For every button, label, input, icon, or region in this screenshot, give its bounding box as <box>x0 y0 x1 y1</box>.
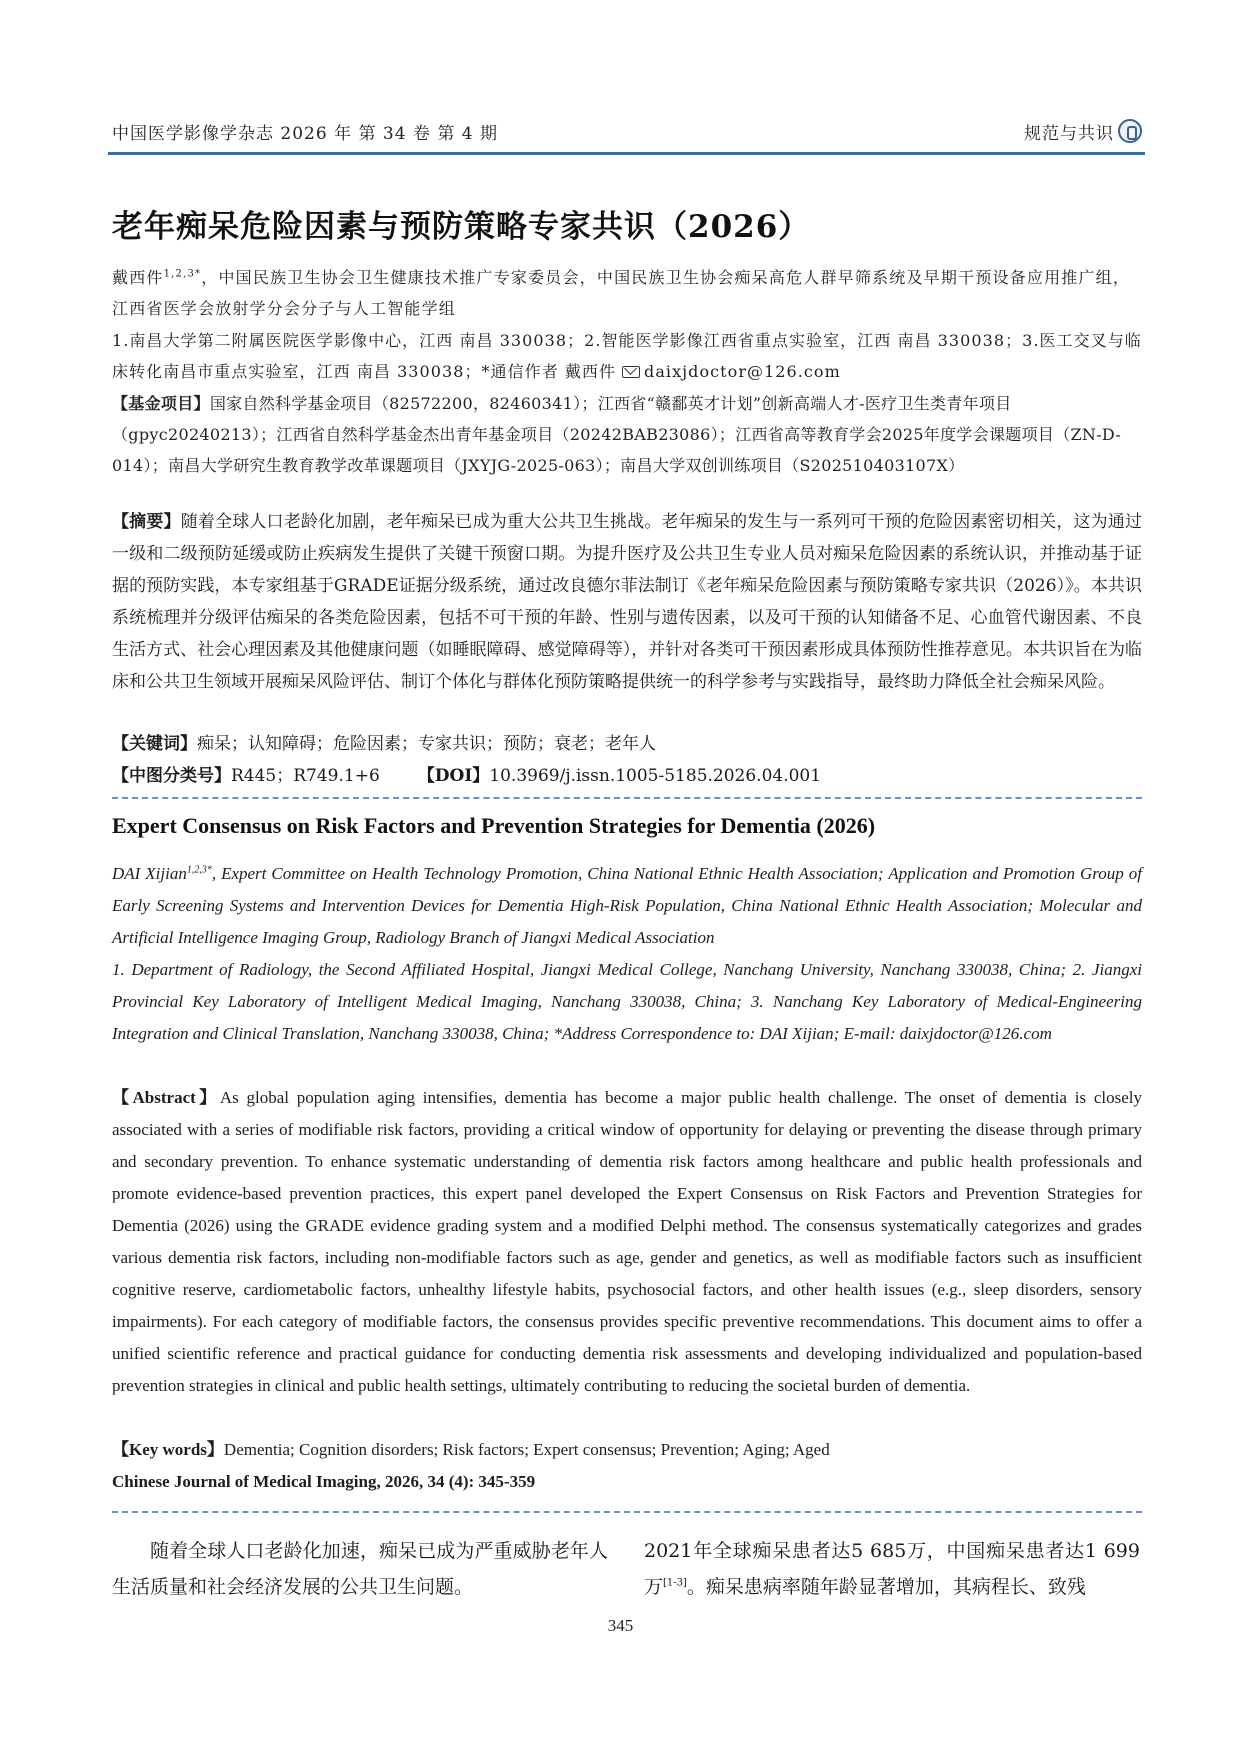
cn-affiliation-text: 1.南昌大学第二附属医院医学影像中心，江西 南昌 330038；2.智能医学影像江西省重点实验室，江西 南昌 330038；3.医工交叉与临床转化南昌市重点实验室，江西 南昌 330038；*通信作者 戴西件 <box>112 331 1142 381</box>
en-keywords <box>112 1434 1142 1466</box>
cn-author-sup: 1,2,3* <box>163 268 202 280</box>
section-divider <box>112 797 1142 799</box>
cn-funding <box>112 388 1142 481</box>
reference-marker[interactable]: [1-3] <box>663 1577 687 1589</box>
cn-author-groups: ，中国民族卫生协会卫生健康技术推广专家委员会，中国民族卫生协会痴呆高危人群早筛系统及早期干预设备应用推广组，江西省医学会放射学分会分子与人工智能学组 <box>112 268 1131 318</box>
en-author-name: DAI Xijian <box>112 864 187 883</box>
cn-authors <box>112 262 1142 324</box>
en-keywords-label: 【Key words】 <box>112 1440 224 1459</box>
cn-classification <box>112 760 1142 792</box>
body-right-text: 2021年全球痴呆患者达5 685万，中国痴呆患者达1 699万 <box>644 1540 1140 1598</box>
en-author-groups: , Expert Committee on Health Technology Promotion, China National Ethnic Health Association; Application and Promotion Group of Early Screening Systems and Intervention Devices for Dementia High-Risk Population, China National Ethnic Health Association; Molecular and Artificial Intelligence Imaging Group, Radiology Branch of Jiangxi Medical Association <box>112 864 1142 947</box>
en-keywords-text: Dementia; Cognition disorders; Risk factors; Expert consensus; Prevention; Aging; Aged <box>223 1440 830 1459</box>
journal-logo-icon <box>1118 119 1142 143</box>
en-citation: Chinese Journal of Medical Imaging, 2026, 34 (4): 345-359 <box>112 1472 536 1491</box>
body-right-text-cont: 。痴呆患病率随年龄显著增加，其病程长、致残 <box>686 1576 1086 1598</box>
body-column-left: 随着全球人口老龄化加速，痴呆已成为严重威胁老年人生活质量和社会经济发展的公共卫生问题。 <box>112 1540 608 1598</box>
en-affiliations: 1. Department of Radiology, the Second Affiliated Hospital, Jiangxi Medical College, Nanchang University, Nanchang 330038, China; 2. Jiangxi Provincial Key Laboratory of Intelligent Medical Imaging, Nanchang 330038, China; 3. Nanchang Key Laboratory of Medical-Engineering Integration and Clinical Translation, Nanchang 330038, China; *Address Correspondence to: DAI Xijian; E-mail: daixjdoctor@126.com <box>112 960 1142 1043</box>
journal-info: 中国医学影像学杂志 2026 年 第 34 卷 第 4 期 <box>112 124 498 144</box>
cn-author-name: 戴西件 <box>112 268 164 287</box>
cn-clc-label: 【中图分类号】 <box>112 766 231 786</box>
cn-email-link[interactable]: daixjdoctor@126.com <box>644 362 841 381</box>
en-authors <box>112 858 1142 954</box>
body-column-right <box>644 1533 1140 1605</box>
cn-keywords-label: 【关键词】 <box>112 734 197 754</box>
cn-doi-text[interactable]: 10.3969/j.issn.1005-5185.2026.04.001 <box>489 766 822 786</box>
en-title: Expert Consensus on Risk Factors and Prevention Strategies for Dementia (2026) <box>112 813 876 838</box>
cn-abstract-label: 【摘要】 <box>112 512 181 532</box>
en-abstract <box>112 1082 1142 1402</box>
cn-clc-text: R445；R749.1+6 <box>231 766 380 786</box>
cn-abstract-text: 随着全球人口老龄化加剧，老年痴呆已成为重大公共卫生挑战。老年痴呆的发生与一系列可干预的危险因素密切相关，这为通过一级和二级预防延缓或防止疾病发生提供了关键干预窗口期。为提升医疗及公共卫生专业人员对痴呆危险因素的系统认识，并推动基于证据的预防实践，本专家组基于GRADE证据分级系统，通过改良德尔菲法制订《老年痴呆危险因素与预防策略专家共识（2026）》。本共识系统梳理并分级评估痴呆的各类危险因素，包括不可干预的年龄、性别与遗传因素，以及可干预的认知储备不足、心血管代谢因素、不良生活方式、社会心理因素及其他健康问题（如睡眠障碍、感觉障碍等），并针对各类可干预因素形成具体预防性推荐意见。本共识旨在为临床和公共卫生领域开展痴呆风险评估、制订个体化与群体化预防策略提供统一的科学参考与实践指导，最终助力降低全社会痴呆风险。 <box>112 512 1143 692</box>
section-label: 规范与共识 <box>1024 124 1114 144</box>
cn-keywords <box>112 728 1142 760</box>
cn-fund-label: 【基金项目】 <box>112 394 210 413</box>
en-abstract-label: 【Abstract】 <box>112 1088 220 1107</box>
cn-affiliations <box>112 325 1142 387</box>
section-divider <box>112 1511 1142 1513</box>
page-number: 345 <box>607 1616 634 1635</box>
en-author-sup: 1,2,3* <box>186 864 212 876</box>
cn-doi-label: 【DOI】 <box>417 766 490 786</box>
email-icon <box>622 366 640 378</box>
running-header <box>112 119 1142 149</box>
cn-abstract <box>112 506 1142 698</box>
header-rule <box>108 152 1145 155</box>
cn-fund-text: 国家自然科学基金项目（82572200，82460341）；江西省“赣鄱英才计划”创新高端人才-医疗卫生类青年项目（gpyc20240213）；江西省自然科学基金杰出青年基金项目（20242BAB23086）；江西省高等教育学会2025年度学会课题项目（ZN-D-014）；南昌大学研究生教育教学改革课题项目（JXYJG-2025-063）；南昌大学双创训练项目（S202510403107X） <box>112 394 1122 475</box>
en-abstract-text: As global population aging intensifies, dementia has become a major public health challenge. The onset of dementia is closely associated with a series of modifiable risk factors, providing a critical window of opportunity for delaying or preventing the disease through primary and secondary prevention. To enhance systematic understanding of dementia risk factors among healthcare and public health professionals and promote evidence-based prevention practices, this expert panel developed the Expert Consensus on Risk Factors and Prevention Strategies for Dementia (2026) using the GRADE evidence grading system and a modified Delphi method. The consensus systematically categorizes and grades various dementia risk factors, including non-modifiable factors such as age, gender and genetics, as well as modifiable factors such as insufficient cognitive reserve, cardiometabolic factors, unhealthy lifestyle habits, psychosocial factors, and other health issues (e.g., sleep disorders, sensory impairments). For each category of modifiable factors, the consensus provides specific preventive recommendations. This document aims to offer a unified scientific reference and practical guidance for conducting dementia risk assessments and developing individualized and population-based prevention strategies in clinical and public health settings, ultimately contributing to reducing the societal burden of dementia. <box>112 1088 1142 1395</box>
page-title: 老年痴呆危险因素与预防策略专家共识（2026） <box>112 209 811 245</box>
cn-keywords-text: 痴呆；认知障碍；危险因素；专家共识；预防；衰老；老年人 <box>197 734 656 754</box>
